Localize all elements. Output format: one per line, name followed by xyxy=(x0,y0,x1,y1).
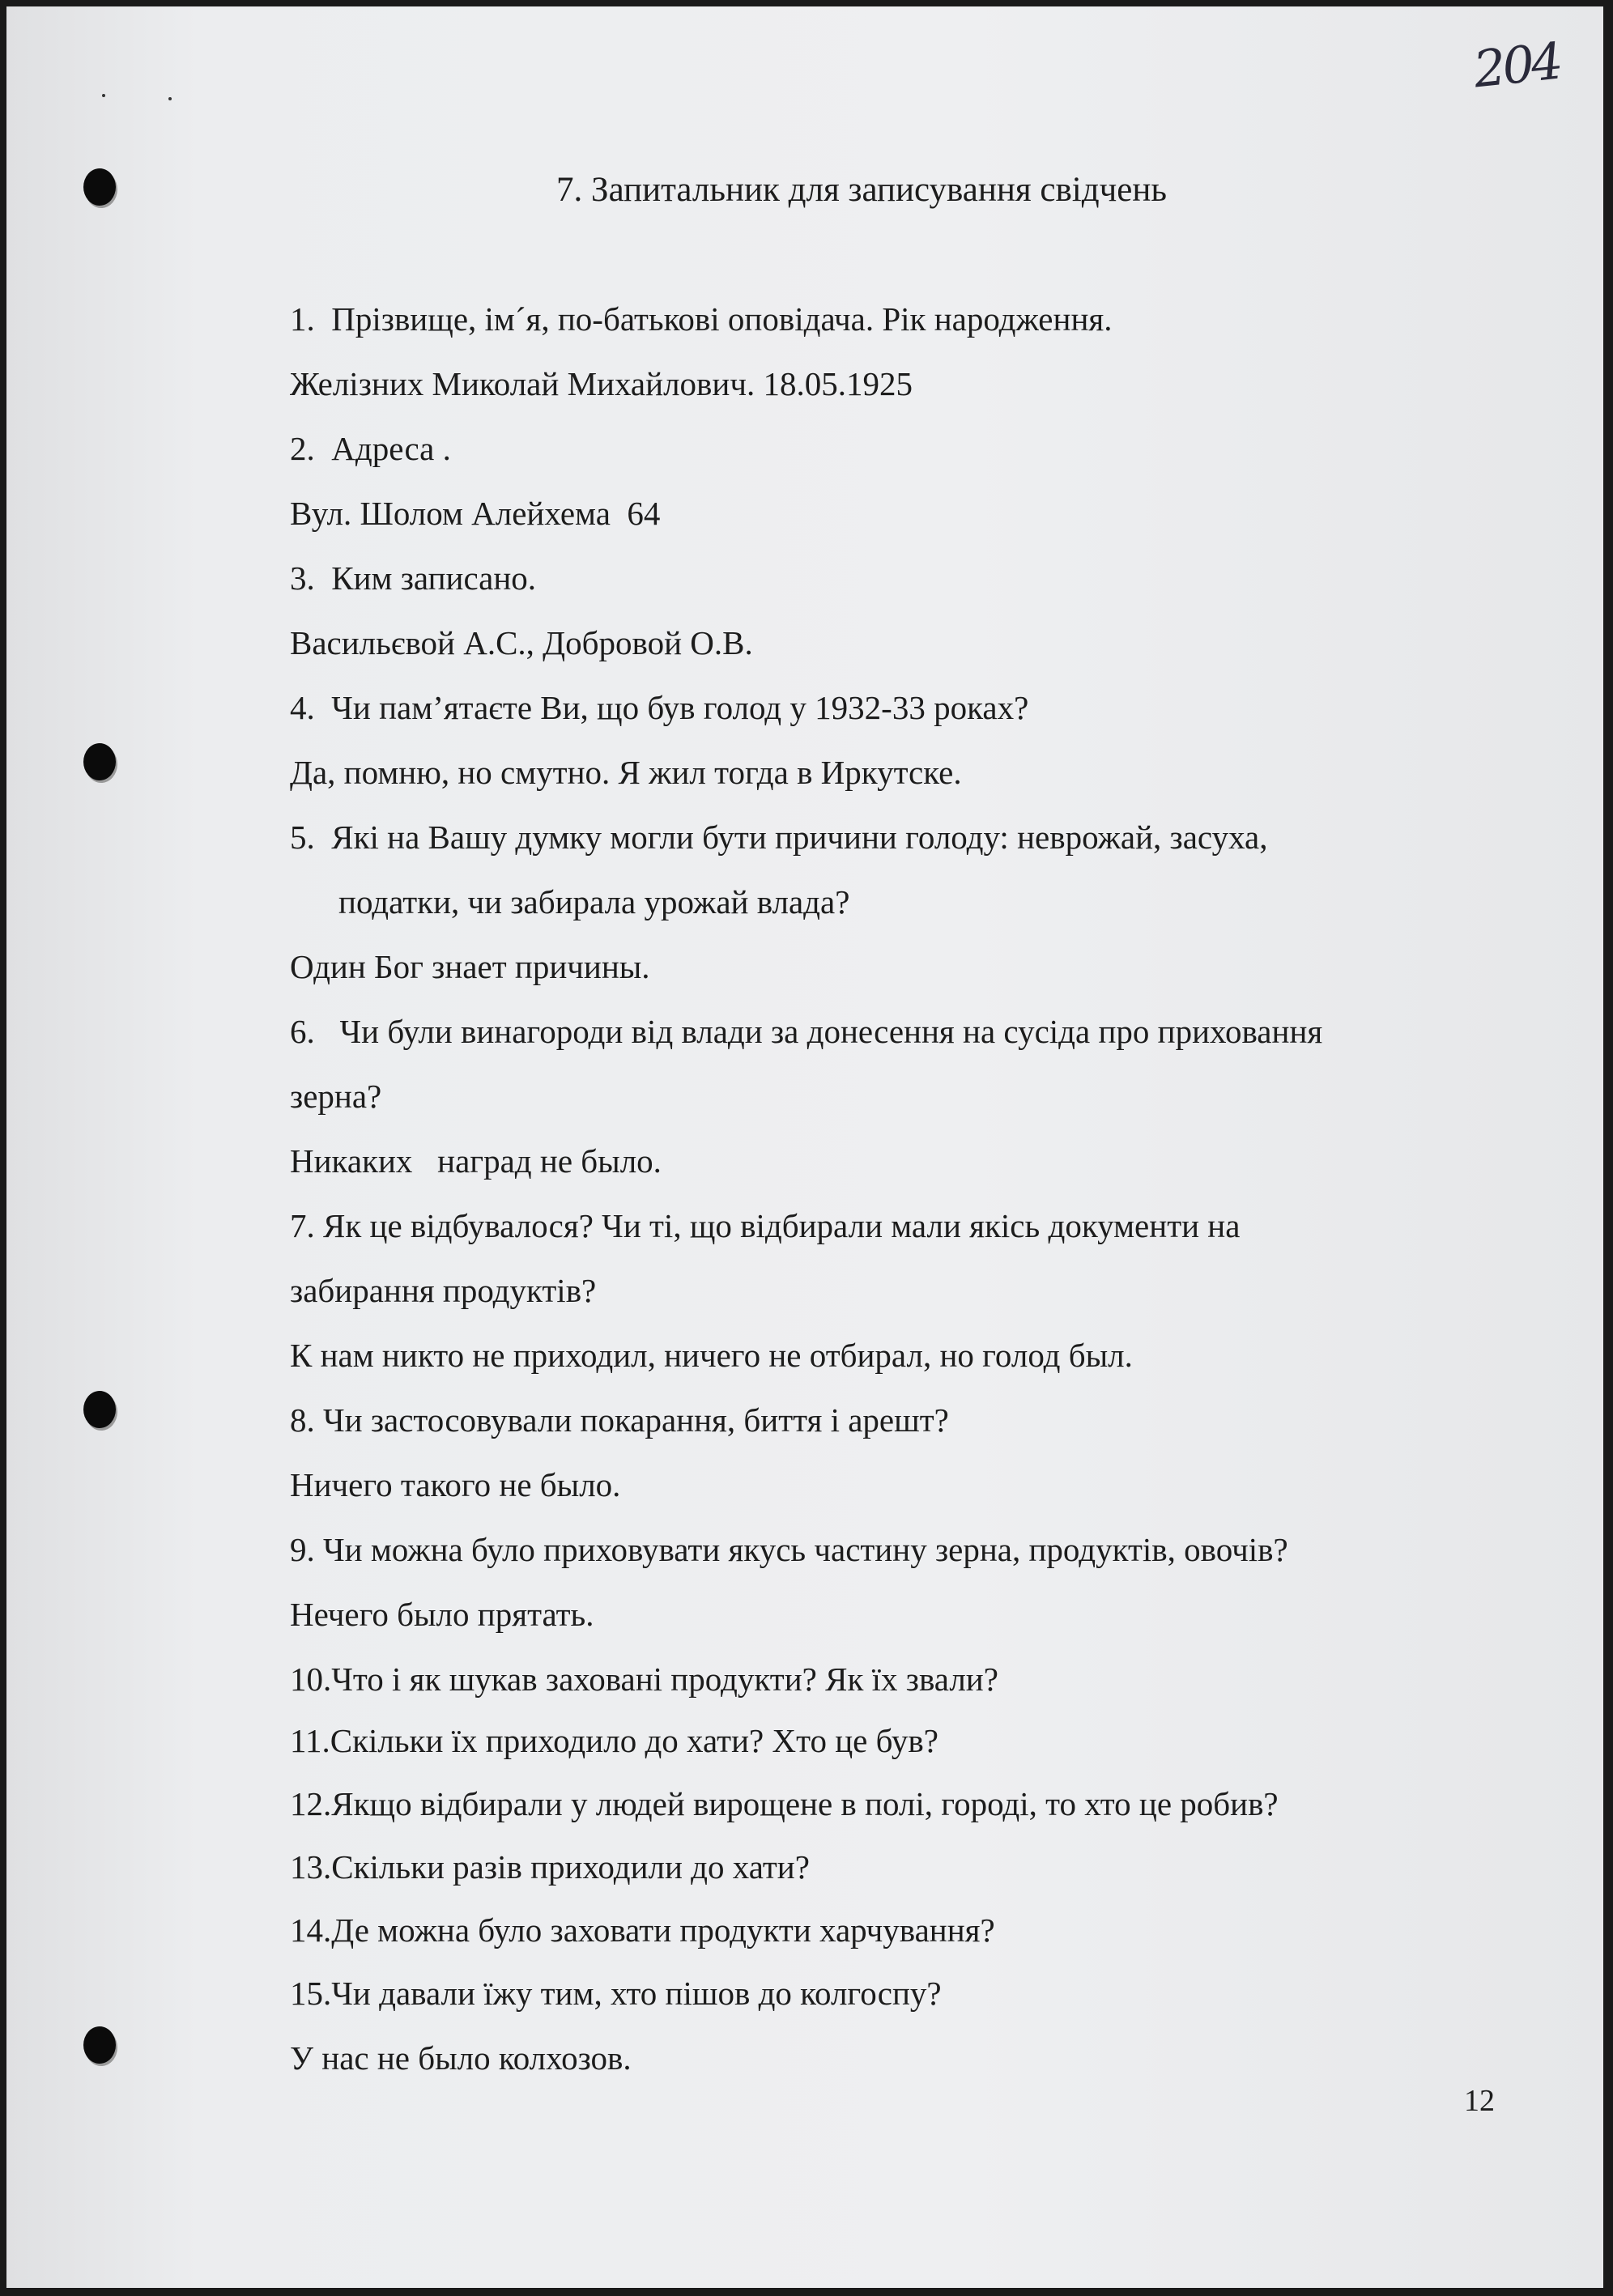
text-line: 13.Скільки разів приходили до хати? xyxy=(290,1848,810,1886)
document-page xyxy=(6,6,1603,2288)
text-line: Нечего было прятать. xyxy=(290,1596,594,1633)
text-line: 3. Ким записано. xyxy=(290,559,537,597)
text-line: 14.Де можна було заховати продукти харчування? xyxy=(290,1911,995,1949)
text-line: К нам никто не приходил, ничего не отбирал, но голод был. xyxy=(290,1337,1133,1374)
text-line: 6. Чи були винагороди від влади за донесення на сусіда про приховання xyxy=(290,1013,1323,1050)
text-line: 11.Скільки їх приходило до хати? Хто це був? xyxy=(290,1722,938,1759)
punch-hole-2 xyxy=(83,743,116,780)
text-line: 15.Чи давали їжу тим, хто пішов до колгоспу? xyxy=(290,1975,942,2012)
page-number: 12 xyxy=(1464,2084,1495,2118)
text-line: Да, помню, но смутно. Я жил тогда в Иркутске. xyxy=(290,754,962,791)
text-line: 2. Адреса . xyxy=(290,430,451,467)
text-line: Васильєвой А.С., Добровой О.В. xyxy=(290,624,753,661)
text-line: 5. Які на Вашу думку могли бути причини голоду: неврожай, засуха, xyxy=(290,818,1268,856)
punch-hole-3 xyxy=(83,1391,116,1428)
text-line: 7. Як це відбувалося? Чи ті, що відбирали мали якісь документи на xyxy=(290,1207,1241,1244)
speck xyxy=(168,97,172,100)
text-line: Никаких наград не было. xyxy=(290,1142,662,1180)
text-line: 8. Чи застосовували покарання, биття і арешт? xyxy=(290,1401,949,1439)
document-title: 7. Запитальник для записування свідчень xyxy=(556,171,1167,209)
text-line: Желізних Миколай Михайлович. 18.05.1925 xyxy=(290,365,913,402)
text-line: 12.Якщо відбирали у людей вирощене в полі, городі, то хто це робив? xyxy=(290,1785,1279,1822)
text-line: Один Бог знает причины. xyxy=(290,948,650,985)
text-line: 9. Чи можна було приховувати якусь частину зерна, продуктів, овочів? xyxy=(290,1531,1288,1568)
speck xyxy=(102,94,105,97)
text-line: 4. Чи пам’ятаєте Ви, що був голод у 1932-33 роках? xyxy=(290,689,1029,726)
text-line: У нас не было колхозов. xyxy=(290,2039,632,2077)
punch-hole-4 xyxy=(83,2026,116,2064)
text-line: податки, чи забирала урожай влада? xyxy=(338,883,850,921)
text-line: зерна? xyxy=(290,1078,382,1115)
text-line: 1. Прізвище, ім´я, по-батькові оповідача. Рік народження. xyxy=(290,300,1113,338)
text-line: Вул. Шолом Алейхема 64 xyxy=(290,495,661,532)
text-line: Ничего такого не было. xyxy=(290,1466,621,1503)
text-line: 10.Что і як шукав заховані продукти? Як їх звали? xyxy=(290,1660,998,1698)
handwritten-page-stamp: 204 xyxy=(1470,31,1563,100)
text-line: забирання продуктів? xyxy=(290,1272,597,1309)
